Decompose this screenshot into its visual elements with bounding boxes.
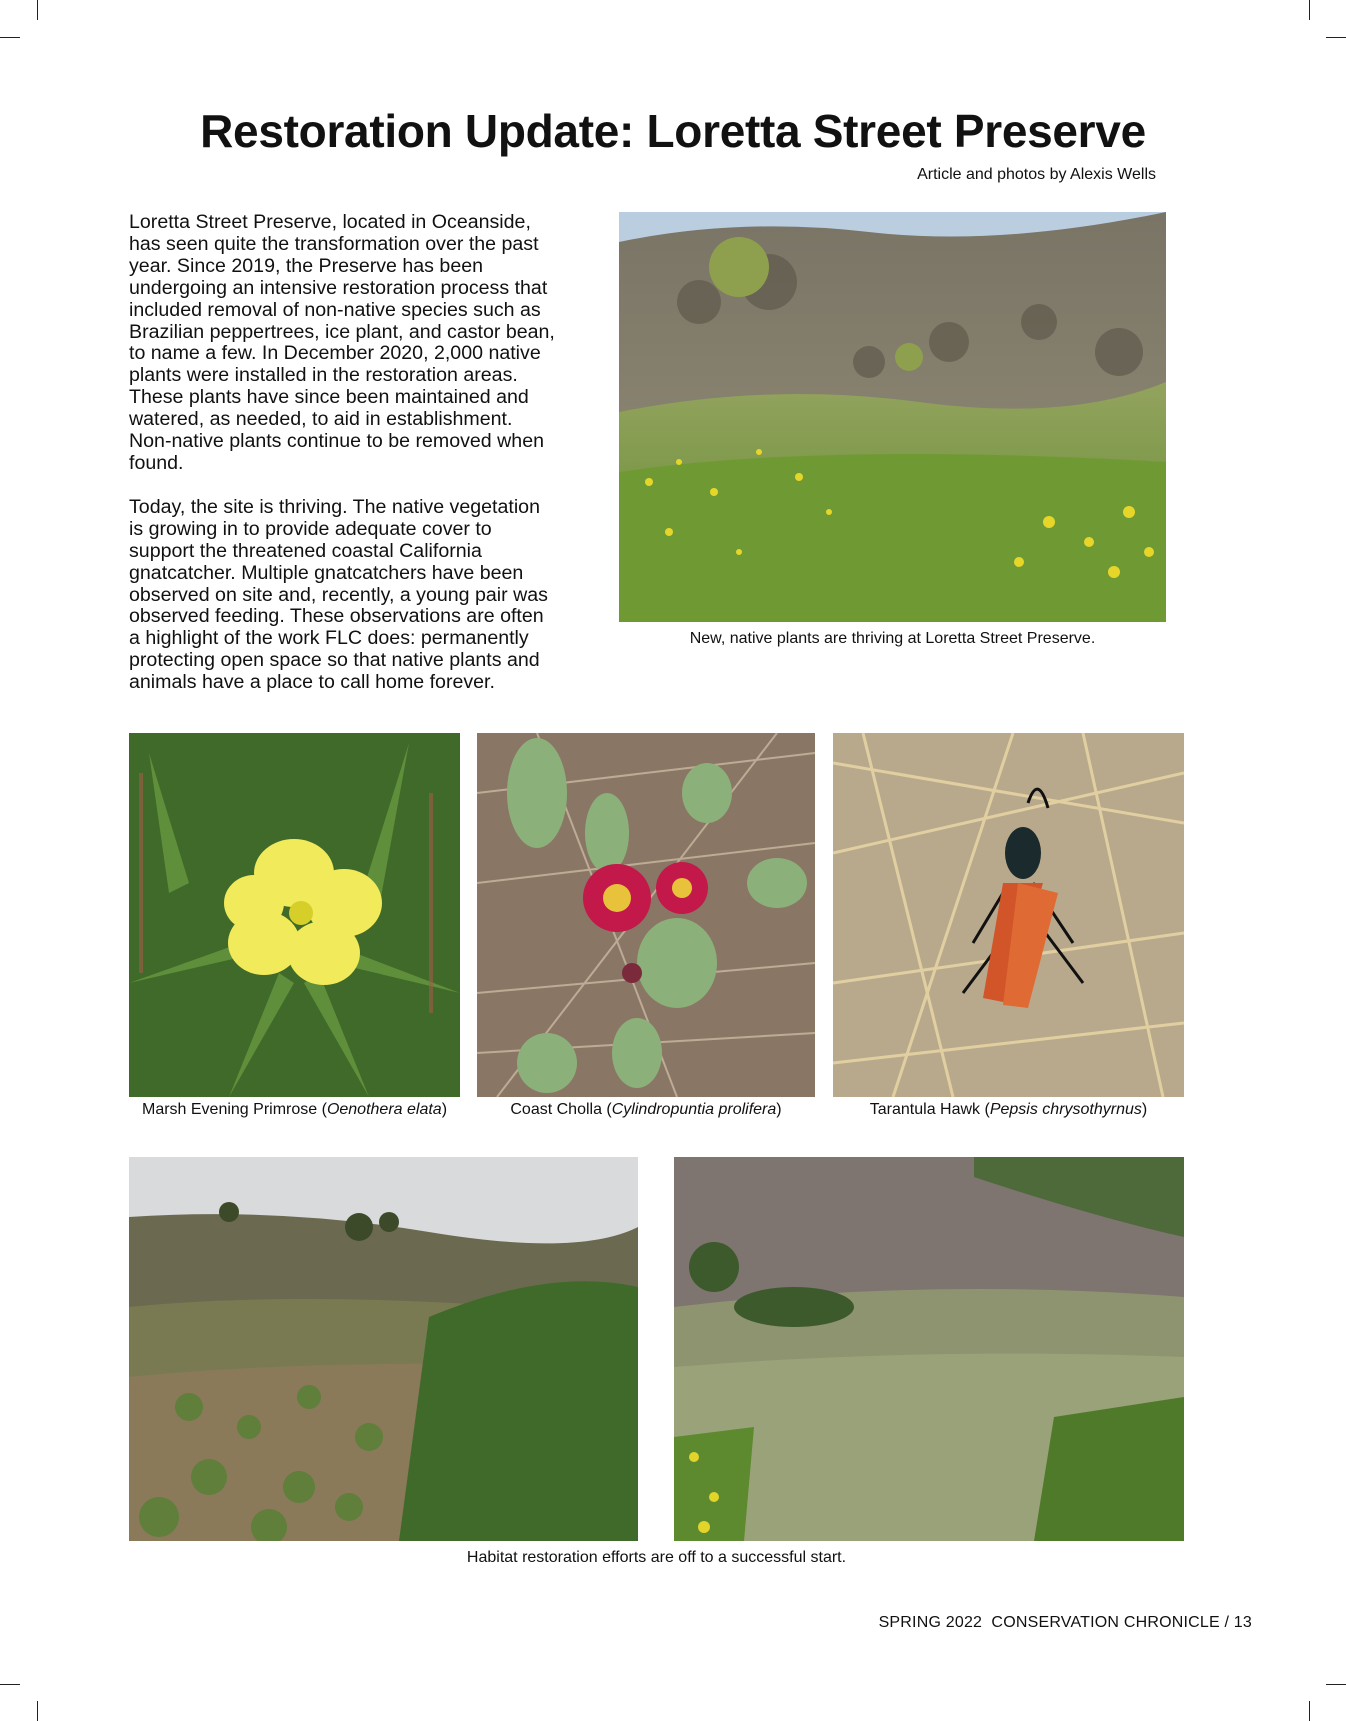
habitat-caption: Habitat restoration efforts are off to a successful start. (466, 1549, 847, 1566)
article-paragraph: Loretta Street Preserve, located in Oceanside, has seen quite the transformation over the past year. Since 2019, the Preserve has been undergoing an intensive restoration process that included removal of non-native species such as Brazilian peppertrees, ice plant, and castor bean, to name a few. In December 2020, 2,000 native plants were installed in the restoration areas. These plants have since been maintained and watered, as needed, to aid in establishment. Non-native plants continue to be removed when found. (129, 211, 555, 474)
primrose-caption: Marsh Evening Primrose (Oenothera elata) (141, 1101, 448, 1118)
crop-mark (0, 37, 20, 38)
crop-mark (0, 1684, 20, 1685)
hillside-caption: New, native plants are thriving at Loretta Street Preserve. (689, 630, 1096, 647)
hillside-photo (619, 212, 1166, 622)
habitat-image-left (129, 1157, 638, 1541)
article-title: Restoration Update: Loretta Street Preserve (200, 105, 1146, 157)
scientific-name: Cylindropuntia prolifera (611, 1101, 777, 1118)
article-byline: Article and photos by Alexis Wells (917, 166, 1156, 183)
crop-mark (1309, 1701, 1310, 1721)
tarantula-hawk-image (833, 733, 1184, 1097)
crop-mark (1326, 1684, 1346, 1685)
page-footer: SPRING 2022 CONSERVATION CHRONICLE / 13 (878, 1614, 1252, 1631)
crop-mark (1309, 0, 1310, 20)
hillside-image (619, 212, 1166, 622)
crop-mark (37, 1701, 38, 1721)
article-body (129, 212, 559, 716)
habitat-photo-right (674, 1157, 1184, 1541)
cholla-photo (477, 733, 815, 1097)
scientific-name: Oenothera elata (326, 1101, 442, 1118)
crop-mark (37, 0, 38, 20)
cholla-caption: Coast Cholla (Cylindropuntia prolifera) (510, 1101, 782, 1118)
scientific-name: Pepsis chrysothyrnus (989, 1101, 1142, 1118)
crop-mark (1326, 37, 1346, 38)
habitat-photo-left (129, 1157, 638, 1541)
primrose-image (129, 733, 460, 1097)
tarantula-hawk-photo (833, 733, 1184, 1097)
cholla-image (477, 733, 815, 1097)
habitat-image-right (674, 1157, 1184, 1541)
primrose-photo (129, 733, 460, 1097)
article-paragraph: Today, the site is thriving. The native vegetation is growing in to provide adequate cover to support the threatened coastal California gnatcatcher. Multiple gnatcatchers have been observed on site and, recently, a young pair was observed feeding. These observations are often a highlight of the work FLC does: permanently protecting open space so that native plants and animals have a place to call home forever. (129, 495, 548, 694)
tarantula-hawk-caption: Tarantula Hawk (Pepsis chrysothyrnus) (869, 1101, 1148, 1118)
